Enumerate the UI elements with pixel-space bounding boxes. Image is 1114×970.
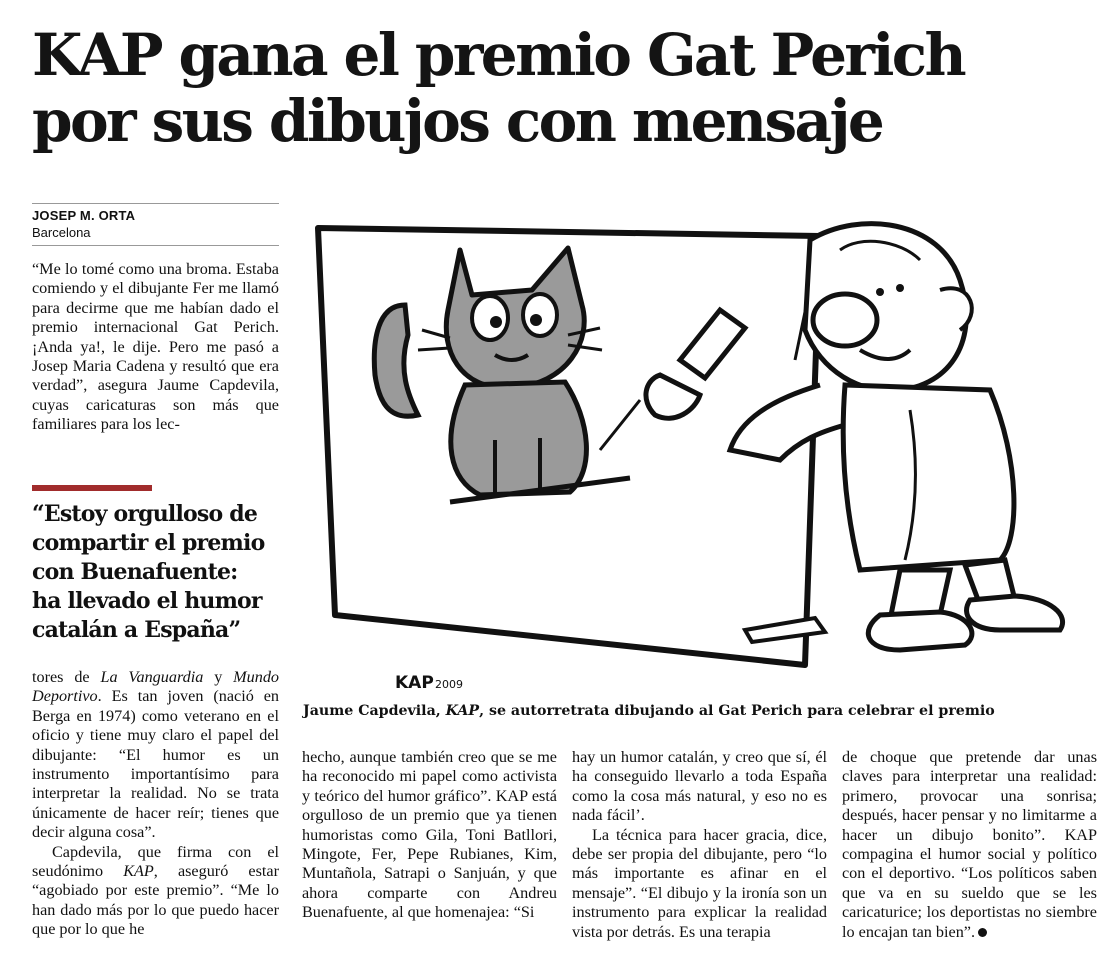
cartoon-illustration xyxy=(300,210,1090,700)
body-column-2 xyxy=(302,748,557,923)
photo-caption xyxy=(303,703,1093,719)
caption-pseudonym: KAP xyxy=(445,703,480,719)
headline-line-1: KAP gana el premio Gat Perich xyxy=(32,21,965,89)
pullquote-line: compartir el premio xyxy=(32,530,265,556)
pullquote-line: catalán a España” xyxy=(32,617,241,643)
text-run: de choque que pretende dar unas claves para interpretar una realidad: primero, provocar una sonrisa; después, hacer pensar y no limitarme a hacer un dibujo bonito”. KAP compagina el humor social y político con el deportivo. “Los políticos saben que va en su sueldo que se les caricaturice; los deportistas no siembre lo encajan tan bien”. xyxy=(842,748,1097,941)
byline-bottom-rule xyxy=(32,245,279,246)
body-paragraph xyxy=(32,843,279,940)
body-paragraph: hay un humor catalán, y creo que sí, él ha conseguido llevarlo a toda España como la cosa más natural, y eso no es nada fácil’. xyxy=(572,748,827,825)
headline-line-2: por sus dibujos con mensaje xyxy=(32,87,883,155)
publication-name: La Vanguardia xyxy=(100,668,204,686)
body-paragraph xyxy=(32,668,279,843)
caption-text: , se autorretrata dibujando al Gat Perich para celebrar el premio xyxy=(479,703,995,719)
text-run: , aseguró estar “agobiado por este premio”. “Me lo han dado más por lo que puedo hacer que por lo que he xyxy=(32,862,279,939)
pullquote-accent-bar xyxy=(32,485,152,491)
text-run: y xyxy=(203,668,234,686)
pseudonym: KAP xyxy=(123,862,154,881)
pullquote-line: “Estoy orgulloso de xyxy=(32,501,258,527)
cartoon-signature: KAP xyxy=(395,673,434,693)
intro-text: “Me lo tomé como una broma. Estaba comiendo y el dibujante Fer me llamó para decirme que me habían dado el premio internacional Gat Perich. ¡Anda ya!, le dije. Pero me pasó a Josep Maria Cadena y resultó que era verdad”, asegura Jaume Capdevila, cuyas caricaturas son más que familiares para los lec- xyxy=(32,260,279,434)
text-run: . Es tan joven (nació en Berga en 1974) como veterano en el oficio y tiene muy claro el papel del dibujante: “El humor es un instrumento importantísimo para interpretar la realidad. No se trata únicamente de hacer reír; tienes que decir alguna cosa”. xyxy=(32,687,279,842)
pullquote-line: con Buenafuente: xyxy=(32,559,238,585)
pullquote xyxy=(32,500,279,645)
intro-paragraph xyxy=(32,260,279,435)
end-of-article-mark xyxy=(978,928,987,937)
caption-text: Jaume Capdevila, xyxy=(303,703,446,719)
text-run: tores de xyxy=(32,668,101,686)
byline-author: JOSEP M. ORTA xyxy=(32,208,136,223)
cartoon-drawing xyxy=(300,210,1090,700)
text-run: Capdevila, que firma con el seudónimo xyxy=(32,842,279,881)
body-column-4 xyxy=(842,748,1097,942)
body-column-1 xyxy=(32,668,279,940)
body-paragraph: La técnica para hacer gracia, dice, debe ser propia del dibujante, pero “lo más importante es afinar en el mensaje”. “El dibujo y la ironía son un instrumento para explicar la realidad vista por detrás. Es una terapia xyxy=(572,825,827,941)
cartoon-year: 2009 xyxy=(435,678,463,691)
pullquote-line: ha llevado el humor xyxy=(32,588,262,614)
byline-top-rule xyxy=(32,203,279,204)
headline xyxy=(32,22,1102,154)
body-paragraph: hecho, aunque también creo que se me ha reconocido mi papel como activista y teórico del humor gráfico”. KAP está orgulloso de un premio que ya tienen humoristas como Gila, Toni Batllori, Mingote, Fer, Pepe Rubianes, Kim, Muntañola, Satrapi o Sanjuán, y que ahora comparte con Andreu Buenafuente, al que homenajea: “Si xyxy=(302,748,557,922)
publication-name: Mundo Deportivo xyxy=(32,668,280,706)
body-column-3 xyxy=(572,748,827,942)
body-paragraph xyxy=(842,748,1097,942)
byline-location: Barcelona xyxy=(32,225,91,240)
